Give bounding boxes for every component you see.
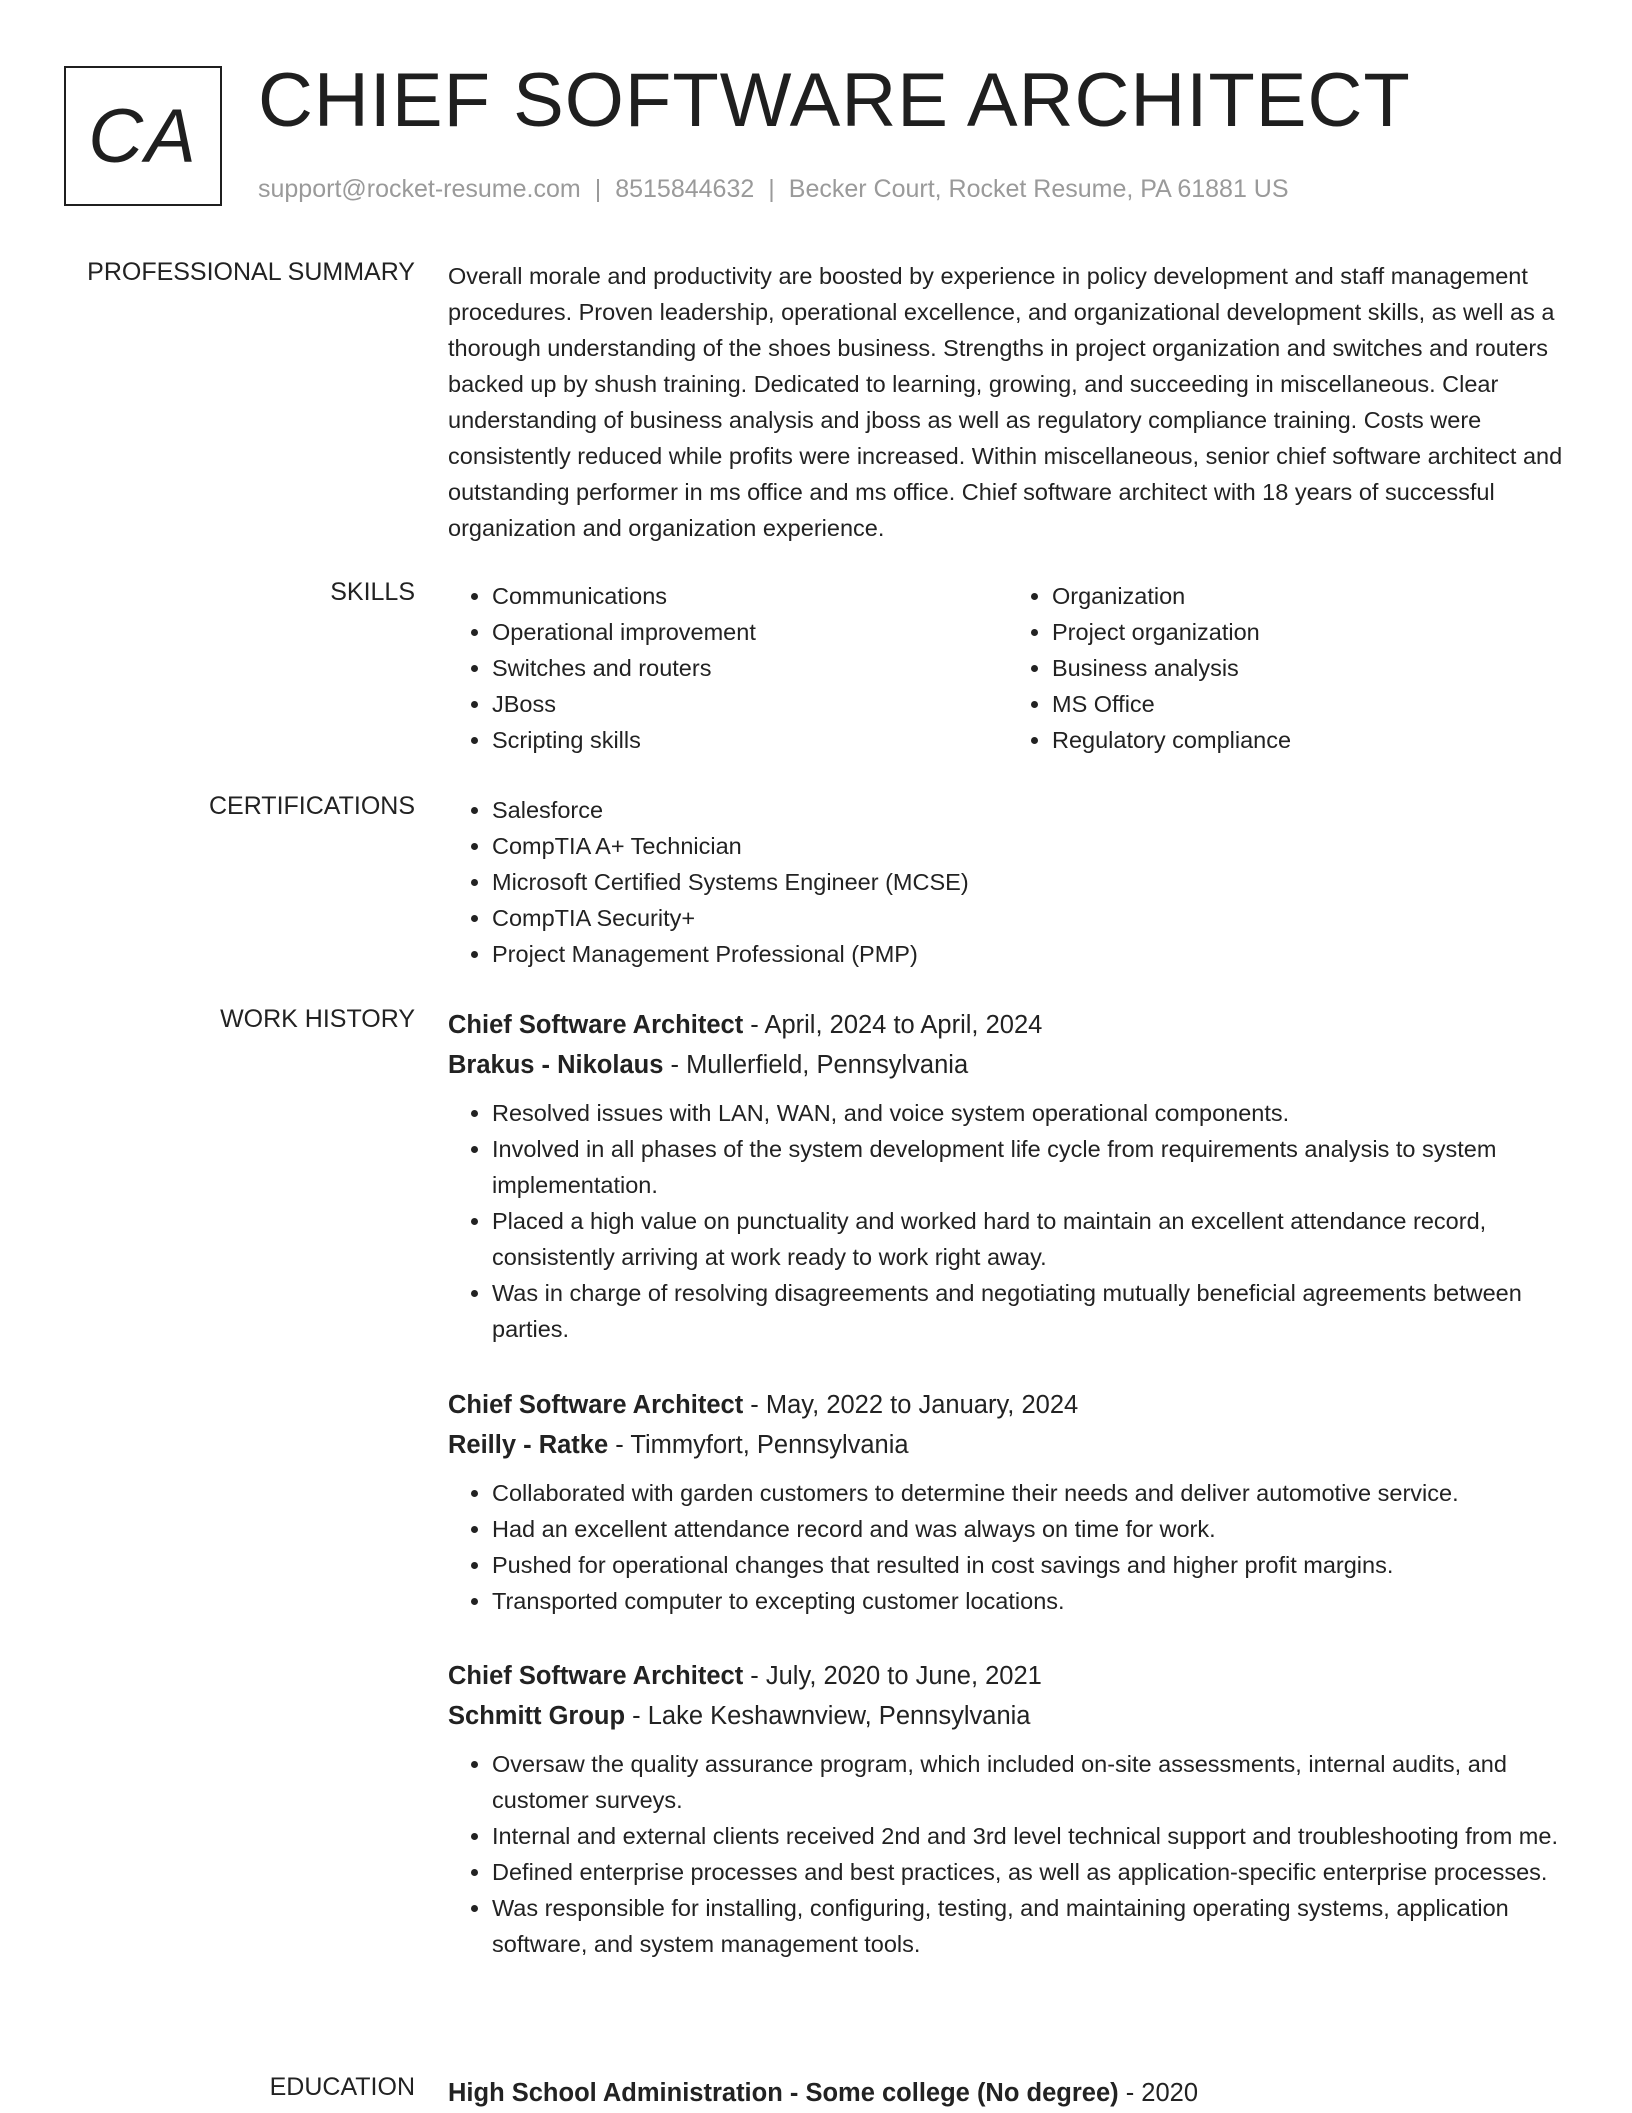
list-item: • Business analysis	[1052, 650, 1568, 686]
contact-email[interactable]: support@rocket-resume.com	[258, 175, 581, 203]
list-item: • Operational improvement	[492, 614, 1008, 650]
certifications-list	[448, 792, 1568, 972]
contact-line	[258, 175, 1289, 204]
job-bullets	[448, 1746, 1568, 1962]
job-bullets	[448, 1095, 1568, 1347]
job-company-line	[448, 1696, 1568, 1736]
list-item: • Project organization	[1052, 614, 1568, 650]
job-company-line	[448, 1425, 1568, 1465]
list-item: • Pushed for operational changes that resulted in cost savings and higher profit margins.	[492, 1547, 1568, 1583]
education-degree: High School Administration - Some college (No degree)	[448, 2079, 1119, 2107]
skills-columns	[448, 578, 1568, 758]
list-item: • Defined enterprise processes and best practices, as well as application-specific enterprise processes.	[492, 1854, 1568, 1890]
section-label: CERTIFICATIONS	[208, 792, 415, 820]
list-item: • Involved in all phases of the system development life cycle from requirements analysis to system implementation.	[492, 1131, 1568, 1203]
section-label: PROFESSIONAL SUMMARY	[87, 258, 415, 286]
skills-list-left	[448, 578, 1008, 758]
job-entry	[448, 1005, 1568, 1347]
job-entry	[448, 1385, 1568, 1619]
list-item: • Had an excellent attendance record and was always on time for work.	[492, 1511, 1568, 1547]
skills-list-right	[1008, 578, 1568, 758]
summary-text: Overall morale and productivity are boosted by experience in policy development and staff management procedures. Proven leadership, operational excellence, and organizational development skills, as well as a thorough understanding of the shoes business. Strengths in project organization and switches and routers backed up by shush training. Dedicated to learning, growing, and succeeding in miscellaneous. Clear understanding of business analysis and jboss as well as regulatory compliance training. Costs were consistently reduced while profits were increased. Within miscellaneous, senior chief software architect and outstanding performer in ms office and ms office. Chief software architect with 18 years of successful organization and organization experience.	[448, 263, 1563, 541]
list-item: • Resolved issues with LAN, WAN, and voice system operational components.	[492, 1095, 1568, 1131]
list-item: • Microsoft Certified Systems Engineer (MCSE)	[492, 864, 1568, 900]
monogram: CA	[64, 66, 222, 206]
list-item: • CompTIA A+ Technician	[492, 828, 1568, 864]
separator: |	[594, 175, 602, 203]
contact-address: Becker Court, Rocket Resume, PA 61881 US	[788, 175, 1289, 203]
job-title-line	[448, 1385, 1568, 1425]
education-year: - 2020	[1118, 2079, 1199, 2107]
job-company: Schmitt Group	[448, 1702, 626, 1730]
job-title: Chief Software Architect	[448, 1662, 744, 1690]
certifications-content	[448, 792, 1568, 972]
list-item: • Internal and external clients received 2nd and 3rd level technical support and troubleshooting from me.	[492, 1818, 1568, 1854]
list-item: • JBoss	[492, 686, 1008, 722]
job-location: - Lake Keshawnview, Pennsylvania	[625, 1702, 1031, 1730]
list-item: • CompTIA Security+	[492, 900, 1568, 936]
page-title: CHIEF SOFTWARE ARCHITECT	[258, 58, 1411, 143]
separator: |	[768, 175, 775, 203]
section-label: EDUCATION	[269, 2073, 415, 2101]
job-company: Reilly - Ratke	[448, 1431, 609, 1459]
job-location: - Timmyfort, Pennsylvania	[608, 1431, 909, 1459]
job-title-line	[448, 1005, 1568, 1045]
section-label: SKILLS	[330, 578, 415, 606]
job-dates: - May, 2022 to January, 2024	[743, 1391, 1079, 1419]
list-item: • Oversaw the quality assurance program, which included on-site assessments, internal audits, and customer surveys.	[492, 1746, 1568, 1818]
job-title-line	[448, 1656, 1568, 1696]
list-item: • Scripting skills	[492, 722, 1008, 758]
contact-phone[interactable]: 8515844632	[615, 175, 755, 203]
job-title: Chief Software Architect	[448, 1391, 744, 1419]
list-item: • Organization	[1052, 578, 1568, 614]
list-item: • Placed a high value on punctuality and worked hard to maintain an excellent attendance record, consistently arriving at work ready to work right away.	[492, 1203, 1568, 1275]
job-company-line	[448, 1045, 1568, 1085]
list-item: • Project Management Professional (PMP)	[492, 936, 1568, 972]
job-entry	[448, 1656, 1568, 1962]
job-title: Chief Software Architect	[448, 1011, 744, 1039]
list-item: • Salesforce	[492, 792, 1568, 828]
job-dates: - April, 2024 to April, 2024	[743, 1011, 1043, 1039]
education-line	[448, 2073, 1568, 2113]
job-bullets	[448, 1475, 1568, 1619]
education-content	[448, 2073, 1568, 2113]
list-item: • MS Office	[1052, 686, 1568, 722]
list-item: • Regulatory compliance	[1052, 722, 1568, 758]
list-item: • Communications	[492, 578, 1008, 614]
job-company: Brakus - Nikolaus	[448, 1051, 664, 1079]
job-location: - Mullerfield, Pennsylvania	[663, 1051, 969, 1079]
list-item: • Was in charge of resolving disagreements and negotiating mutually beneficial agreements between parties.	[492, 1275, 1568, 1347]
list-item: • Switches and routers	[492, 650, 1008, 686]
job-dates: - July, 2020 to June, 2021	[743, 1662, 1042, 1690]
list-item: • Collaborated with garden customers to determine their needs and deliver automotive service.	[492, 1475, 1568, 1511]
list-item: • Was responsible for installing, configuring, testing, and maintaining operating systems, application software, and system management tools.	[492, 1890, 1568, 1962]
section-label: WORK HISTORY	[220, 1005, 415, 1033]
list-item: • Transported computer to excepting customer locations.	[492, 1583, 1568, 1619]
